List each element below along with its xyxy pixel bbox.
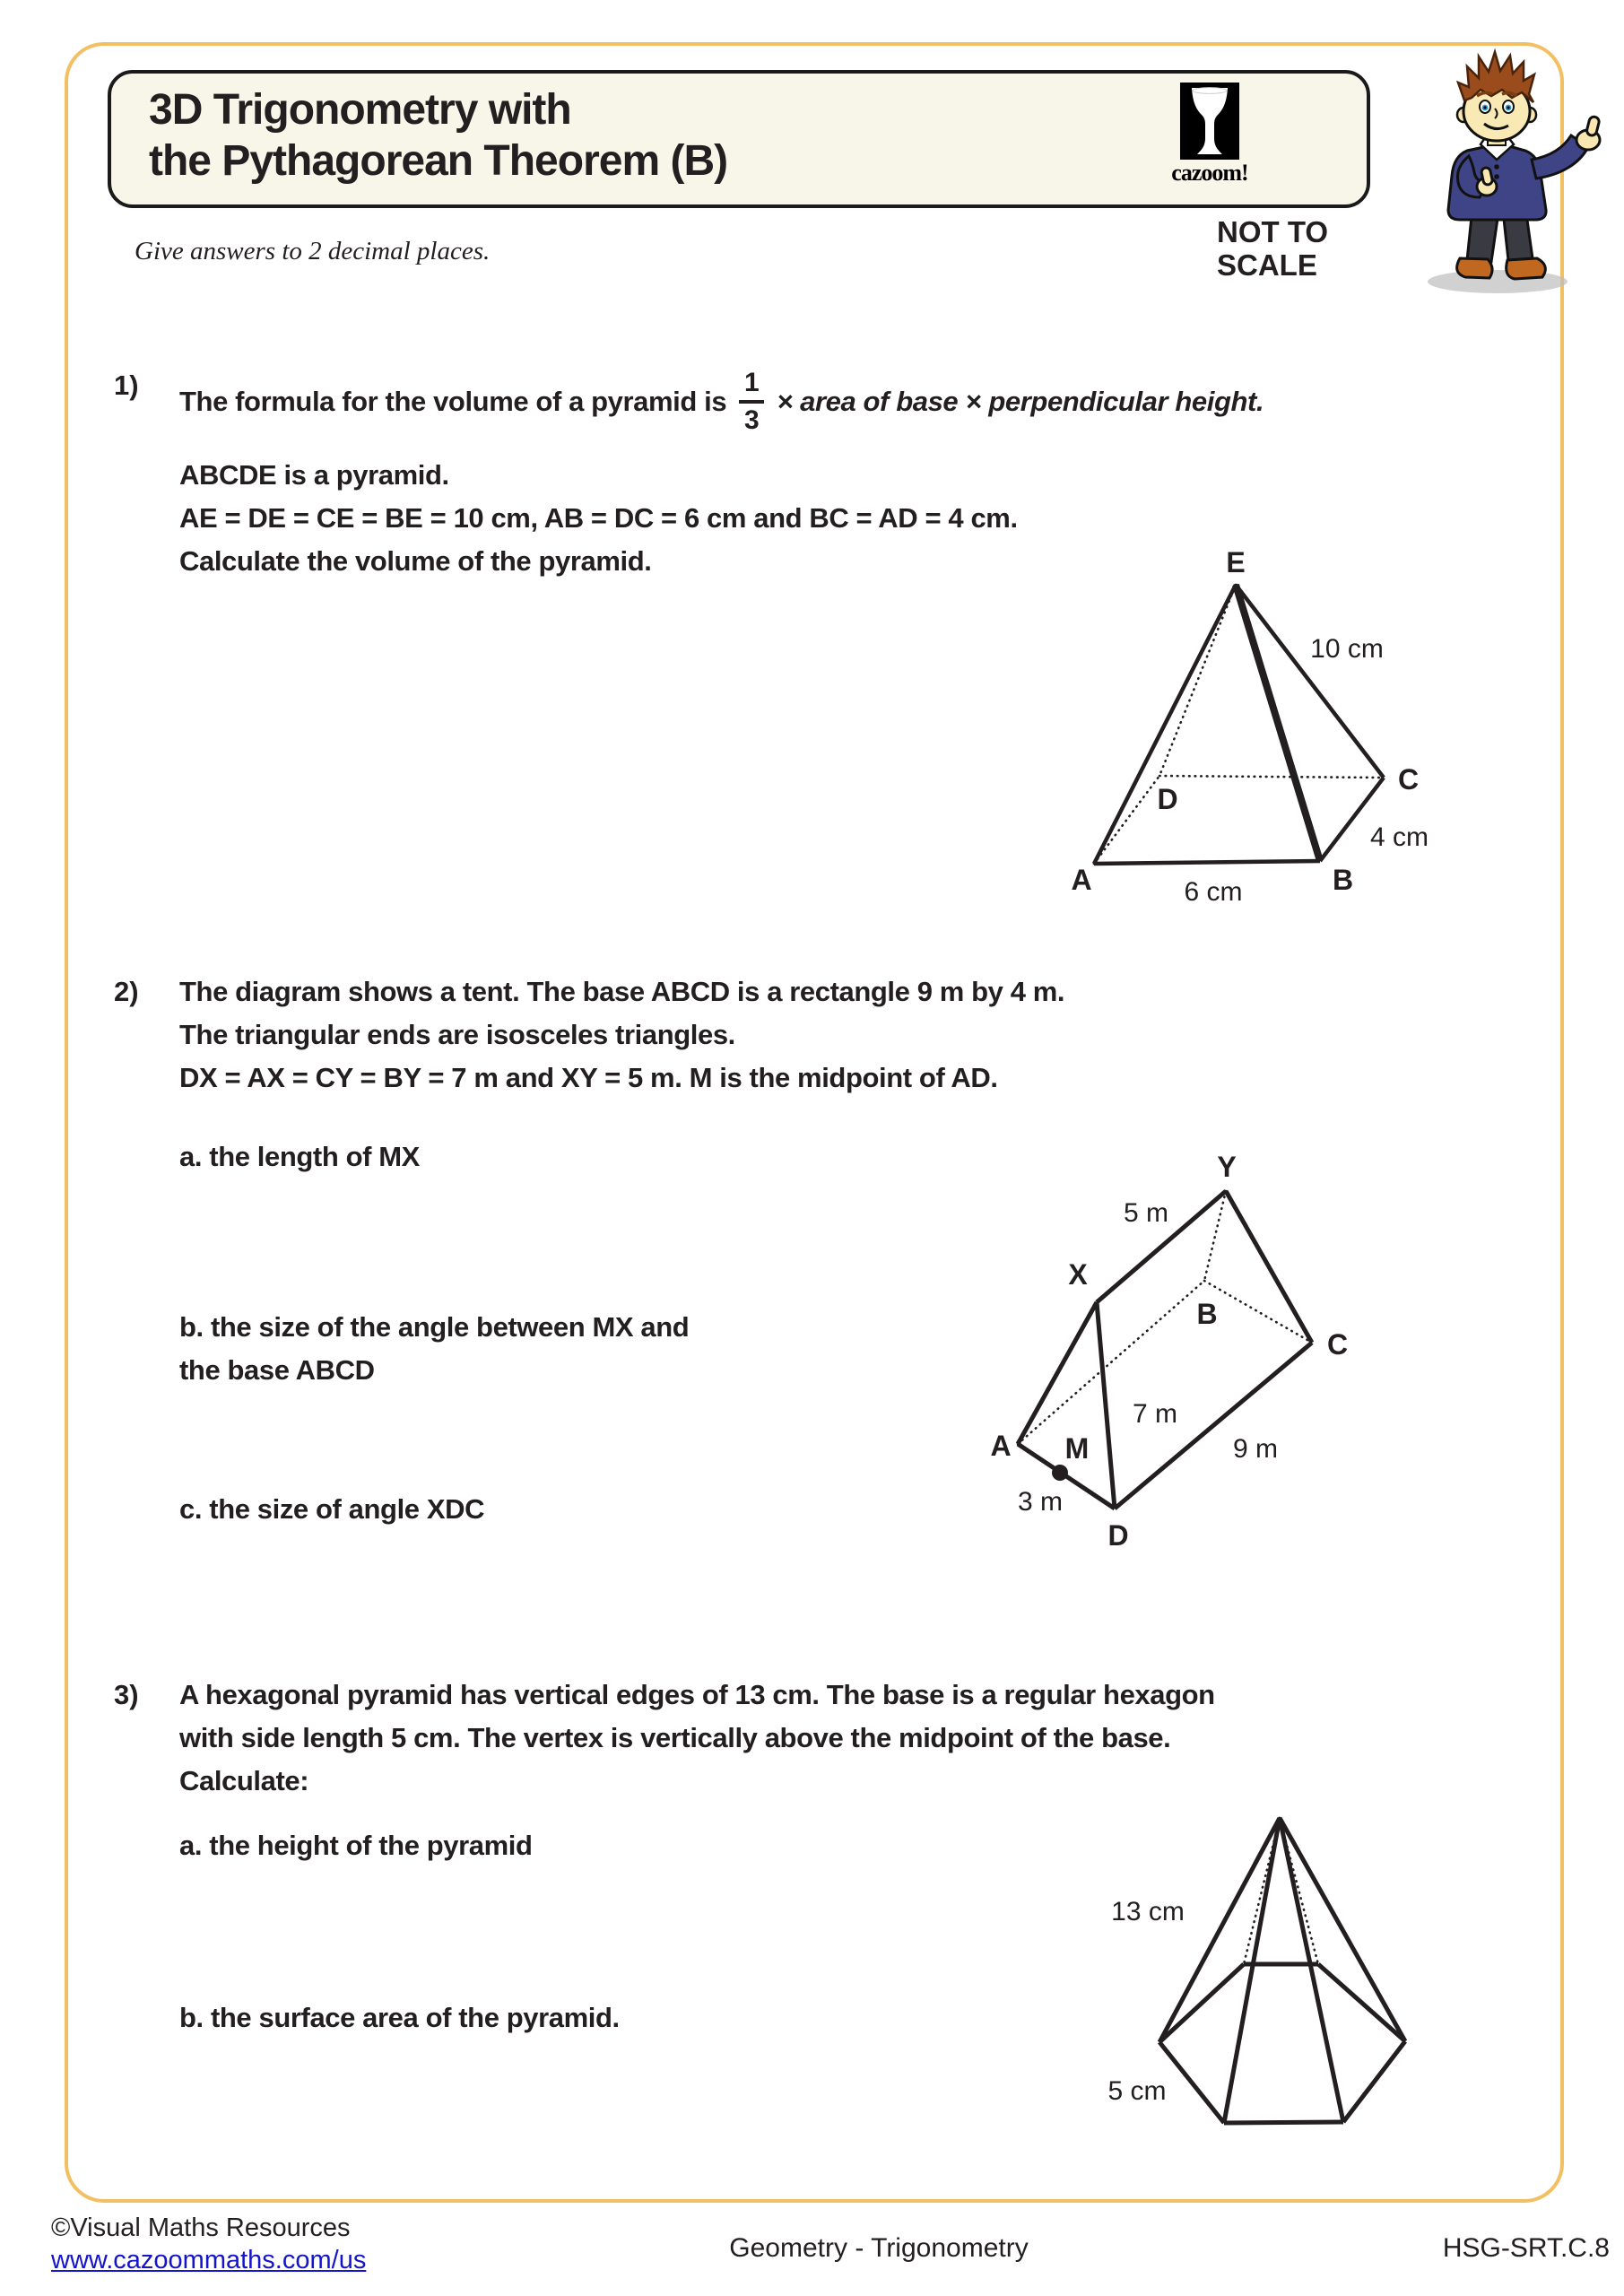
q1-label-b: B bbox=[1333, 864, 1354, 896]
q1-label-e: E bbox=[1226, 546, 1246, 578]
title-box bbox=[108, 70, 1370, 208]
q2-tent-diagram bbox=[968, 1148, 1453, 1561]
mascot-shadow bbox=[1428, 270, 1568, 293]
q1-pyramid-diagram bbox=[1031, 529, 1524, 924]
q3-line1: A hexagonal pyramid has vertical edges of 13 cm. The base is a regular hexagon bbox=[179, 1679, 1215, 1710]
q1-label-a: A bbox=[1071, 864, 1092, 896]
q2-line2: The triangular ends are isosceles triangles. bbox=[179, 1019, 735, 1050]
title-line1: 3D Trigonometry with bbox=[149, 86, 571, 134]
q2-line1: The diagram shows a tent. The base ABCD is a rectangle 9 m by 4 m. bbox=[179, 976, 1065, 1007]
q1-line2: ABCDE is a pyramid. bbox=[179, 459, 449, 491]
title-line2: the Pythagorean Theorem (B) bbox=[149, 137, 728, 185]
cazoom-logo bbox=[1151, 83, 1268, 187]
q2-label-c: C bbox=[1327, 1328, 1349, 1361]
q1-formula-prefix: The formula for the volume of a pyramid is bbox=[179, 386, 727, 417]
goblet-icon bbox=[1180, 83, 1239, 160]
q3-part-a: a. the height of the pyramid bbox=[179, 1830, 533, 1861]
q3-line2: with side length 5 cm. The vertex is vertically above the midpoint of the base. bbox=[179, 1722, 1171, 1753]
q3-part-b: b. the surface area of the pyramid. bbox=[179, 2002, 620, 2033]
midpoint-m-dot bbox=[1052, 1465, 1068, 1481]
q1-edge-label-ec: 10 cm bbox=[1310, 634, 1384, 664]
q2-label-b: B bbox=[1196, 1298, 1218, 1330]
fraction-one-third: $\frac{1}{3}$ bbox=[739, 370, 764, 434]
q1-formula-suffix: × area of base × perpendicular height. bbox=[777, 386, 1264, 417]
footer-copyright: ©Visual Maths Resources bbox=[51, 2213, 351, 2242]
q1-label-d: D bbox=[1157, 783, 1178, 815]
footer-standard-code: HSG-SRT.C.8 bbox=[1442, 2233, 1610, 2263]
page-title bbox=[149, 84, 727, 187]
q1-line4: Calculate the volume of the pyramid. bbox=[179, 545, 652, 577]
q1-edge-label-ab: 6 cm bbox=[1184, 877, 1243, 907]
not-to-scale-note: NOT TO SCALE bbox=[1217, 215, 1329, 282]
q2-label-m: M bbox=[1064, 1432, 1090, 1465]
mascot-illustration bbox=[1388, 45, 1614, 300]
q3-number: 3) bbox=[114, 1679, 139, 1710]
logo-wordmark: cazoom! bbox=[1171, 160, 1248, 186]
fraction-bar bbox=[739, 400, 764, 404]
q1-edge-label-bc: 4 cm bbox=[1370, 822, 1429, 852]
q1-number: 1) bbox=[114, 370, 139, 401]
q2-label-x: X bbox=[1068, 1258, 1088, 1291]
q2-edge-label-am: 3 m bbox=[1017, 1487, 1064, 1517]
q3-hexagonal-pyramid-diagram bbox=[1031, 1803, 1524, 2179]
footer-website-link[interactable]: www.cazoommaths.com/us bbox=[51, 2246, 367, 2274]
footer-subject: Geometry - Trigonometry bbox=[729, 2233, 1029, 2263]
instruction-text: Give answers to 2 decimal places. bbox=[135, 237, 491, 265]
q2-line3: DX = AX = CY = BY = 7 m and XY = 5 m. M is the midpoint of AD. bbox=[179, 1062, 998, 1093]
q2-part-a: a. the length of MX bbox=[179, 1141, 420, 1172]
q2-label-a: A bbox=[990, 1430, 1012, 1462]
q3-edge-label-slant: 13 cm bbox=[1111, 1897, 1185, 1926]
q2-edge-label-dc: 9 m bbox=[1232, 1434, 1279, 1464]
q2-label-y: Y bbox=[1217, 1151, 1237, 1183]
q2-part-b-line2: the base ABCD bbox=[179, 1354, 375, 1386]
q2-number: 2) bbox=[114, 976, 139, 1007]
q2-part-b-line1: b. the size of the angle between MX and bbox=[179, 1311, 690, 1343]
q1-formula bbox=[179, 361, 1264, 443]
q3-edge-label-base: 5 cm bbox=[1107, 2076, 1167, 2106]
q3-line3: Calculate: bbox=[179, 1765, 309, 1796]
q1-line3: AE = DE = CE = BE = 10 cm, AB = DC = 6 cm and BC = AD = 4 cm. bbox=[179, 502, 1018, 534]
q2-edge-label-xy: 5 m bbox=[1123, 1198, 1169, 1228]
q1-label-c: C bbox=[1398, 763, 1420, 796]
q2-part-c: c. the size of angle XDC bbox=[179, 1493, 485, 1525]
q2-edge-label-xd: 7 m bbox=[1133, 1399, 1178, 1429]
q2-label-d: D bbox=[1107, 1519, 1129, 1552]
